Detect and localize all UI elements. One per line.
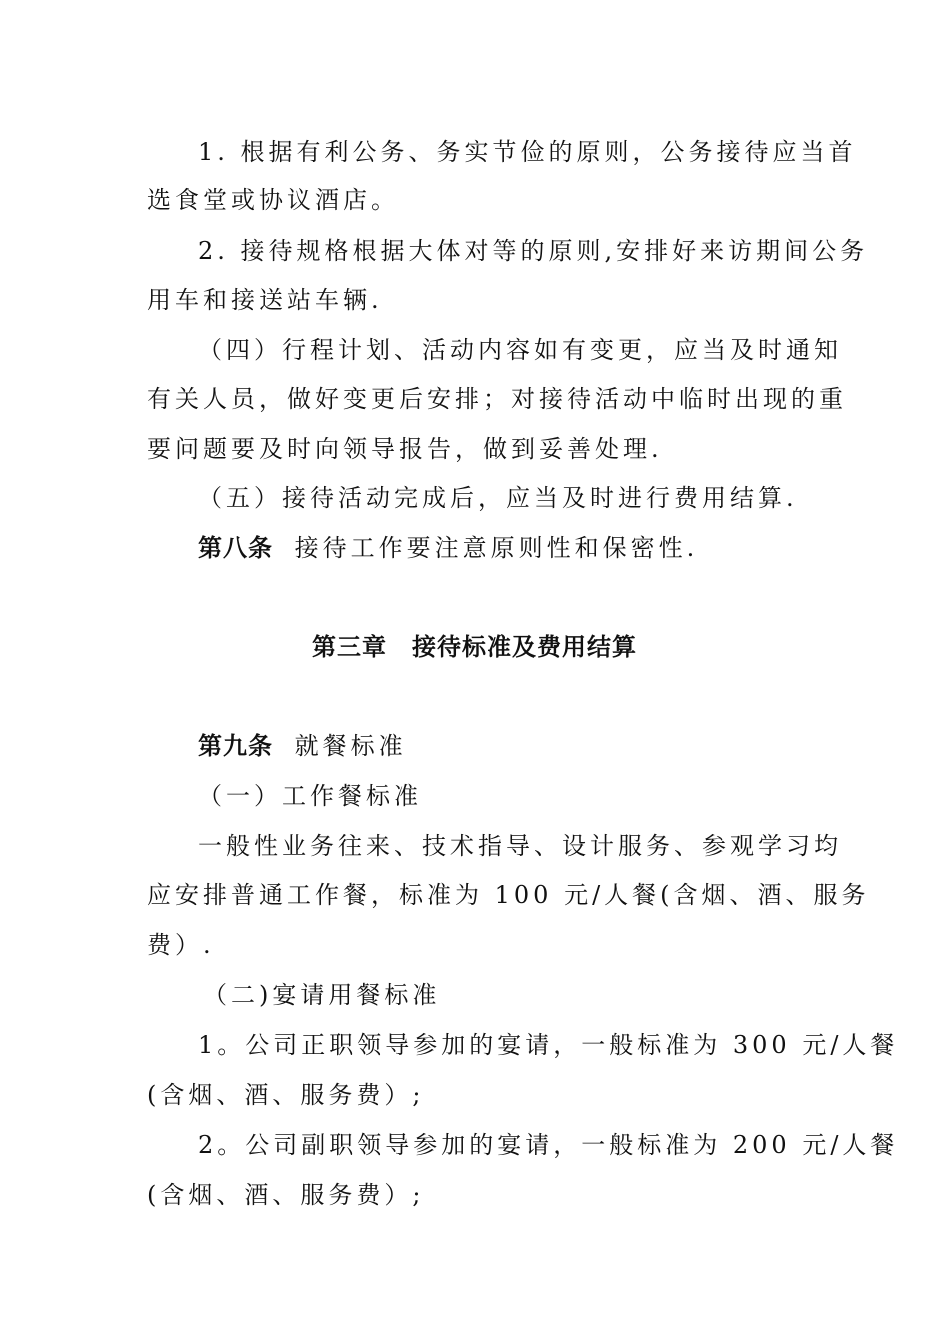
article-label: 第九条: [198, 732, 273, 760]
paragraph-line: (含烟、酒、服务费）;: [147, 1181, 425, 1209]
article-text: 就餐标准: [294, 732, 407, 760]
article-text: 接待工作要注意原则性和保密性.: [294, 534, 699, 562]
paragraph-line: 2。公司副职领导参加的宴请，一般标准为 200 元/人餐: [198, 1131, 899, 1159]
paragraph-line: （四）行程计划、活动内容如有变更，应当及时通知: [198, 336, 842, 364]
paragraph-line: 1。公司正职领导参加的宴请，一般标准为 300 元/人餐: [198, 1031, 899, 1059]
article-8: [198, 533, 698, 563]
paragraph-line: 一般性业务往来、技术指导、设计服务、参观学习均: [198, 832, 842, 860]
paragraph-line: 有关人员，做好变更后安排；对接待活动中临时出现的重: [147, 385, 847, 413]
paragraph-line: 费）.: [147, 931, 215, 959]
article-9: [198, 731, 407, 761]
paragraph-line: 1. 根据有利公务、务实节俭的原则，公务接待应当首: [198, 138, 857, 166]
paragraph-line: 2. 接待规格根据大体对等的原则,安排好来访期间公务: [198, 237, 869, 265]
section-title: （二)宴请用餐标准: [203, 981, 441, 1009]
paragraph-line: (含烟、酒、服务费）;: [147, 1081, 425, 1109]
paragraph-line: 用车和接送站车辆.: [147, 286, 383, 314]
paragraph-line: 选食堂或协议酒店。: [147, 186, 399, 214]
paragraph-line: 应安排普通工作餐，标准为 100 元/人餐(含烟、酒、服务: [147, 881, 870, 909]
section-title: （一）工作餐标准: [198, 782, 422, 810]
chapter-title: 第三章 接待标准及费用结算: [312, 633, 637, 661]
paragraph-line: （五）接待活动完成后，应当及时进行费用结算.: [198, 484, 798, 512]
paragraph-line: 要问题要及时向领导报告，做到妥善处理.: [147, 435, 663, 463]
article-label: 第八条: [198, 534, 273, 562]
